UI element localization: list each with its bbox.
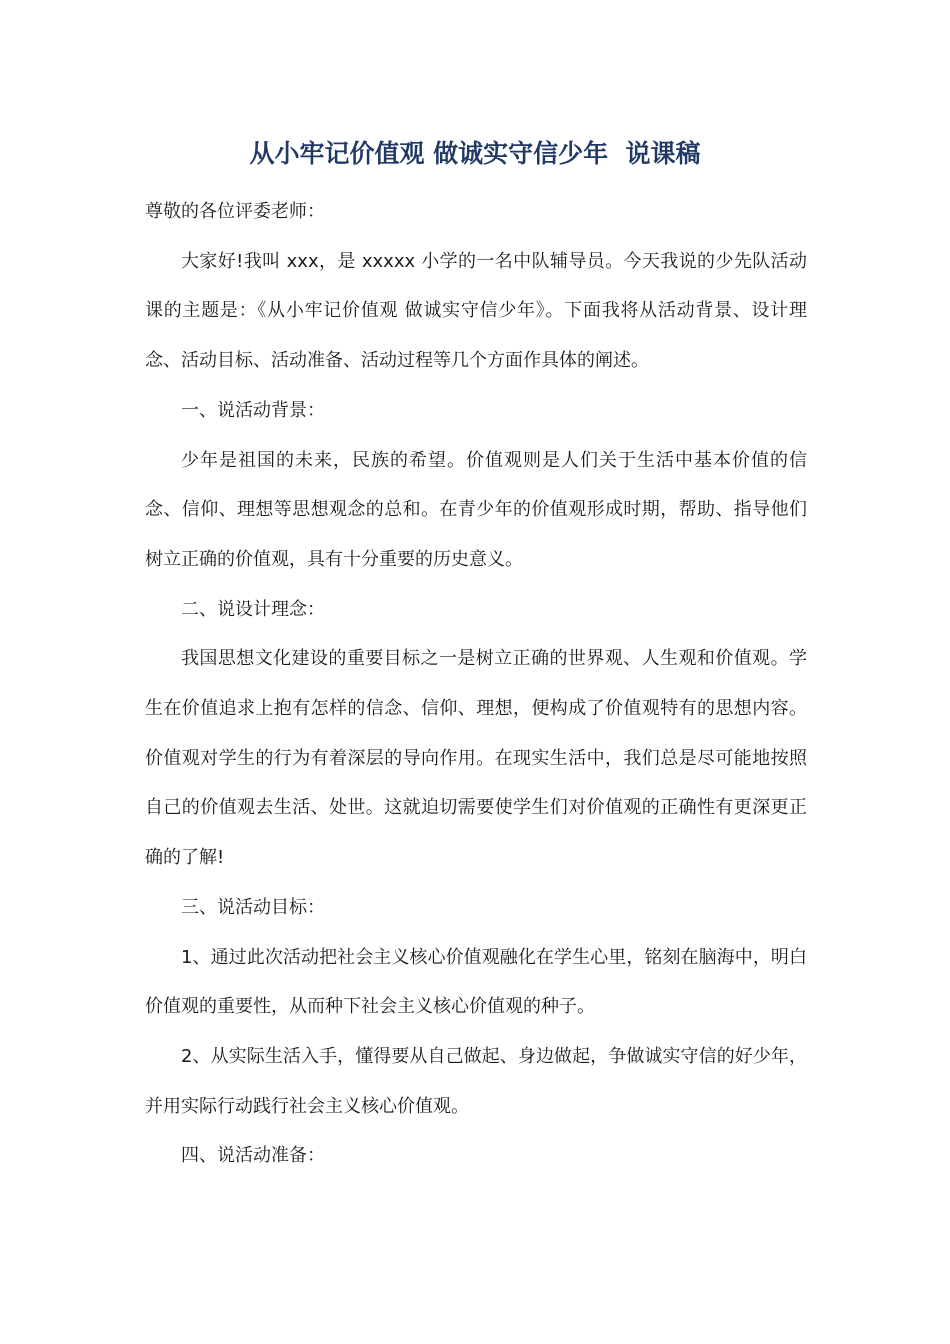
design-paragraph: 我国思想文化建设的重要目标之一是树立正确的世界观、人生观和价值观。学生在价值追求上抱有怎样的信念、信仰、理想，便构成了价值观特有的思想内容。 价值观对学生的行为有着深层的导向作用。在现实生活中，我们总是尽可能地按照自己的价值观去生活、处世。这就迫切需要使学生们对价值观的正确性有更深更正确的了解!: [145, 648, 807, 869]
goal-item-2: 2、从实际生活入手，懂得要从自己做起、身边做起，争做诚实守信的好少年，并用实际行动践行社会主义核心价值观。: [145, 1045, 807, 1117]
salutation: 尊敬的各位评委老师：: [145, 201, 325, 222]
document-title: 从小牢记价值观 做诚实守信少年 说课稿: [249, 139, 701, 168]
section-heading-design: 二、说设计理念：: [181, 598, 325, 620]
goal-item-1: 1、通过此次活动把社会主义核心价值观融化在学生心里，铭刻在脑海中，明白价值观的重要性，从而种下社会主义核心价值观的种子。: [145, 946, 807, 1018]
section-heading-background: 一、说活动背景：: [181, 399, 325, 421]
section-heading-preparation: 四、说活动准备：: [181, 1145, 325, 1167]
intro-paragraph: 大家好!我叫 xxx，是 xxxxx 小学的一名中队辅导员。今天我说的少先队活动课的主题是：《从小牢记价值观 做诚实守信少年》。下面我将从活动背景、设计理念、活动目标、活动准备、活动过程等几个方面作具体的阐述。: [145, 250, 807, 372]
section-heading-goals: 三、说活动目标：: [181, 896, 325, 918]
background-paragraph: 少年是祖国的未来，民族的希望。价值观则是人们关于生活中基本价值的信念、信仰、理想等思想观念的总和。在青少年的价值观形成时期，帮助、指导他们树立正确的价值观，具有十分重要的历史意义。: [145, 449, 807, 570]
document-body: [145, 187, 807, 1181]
